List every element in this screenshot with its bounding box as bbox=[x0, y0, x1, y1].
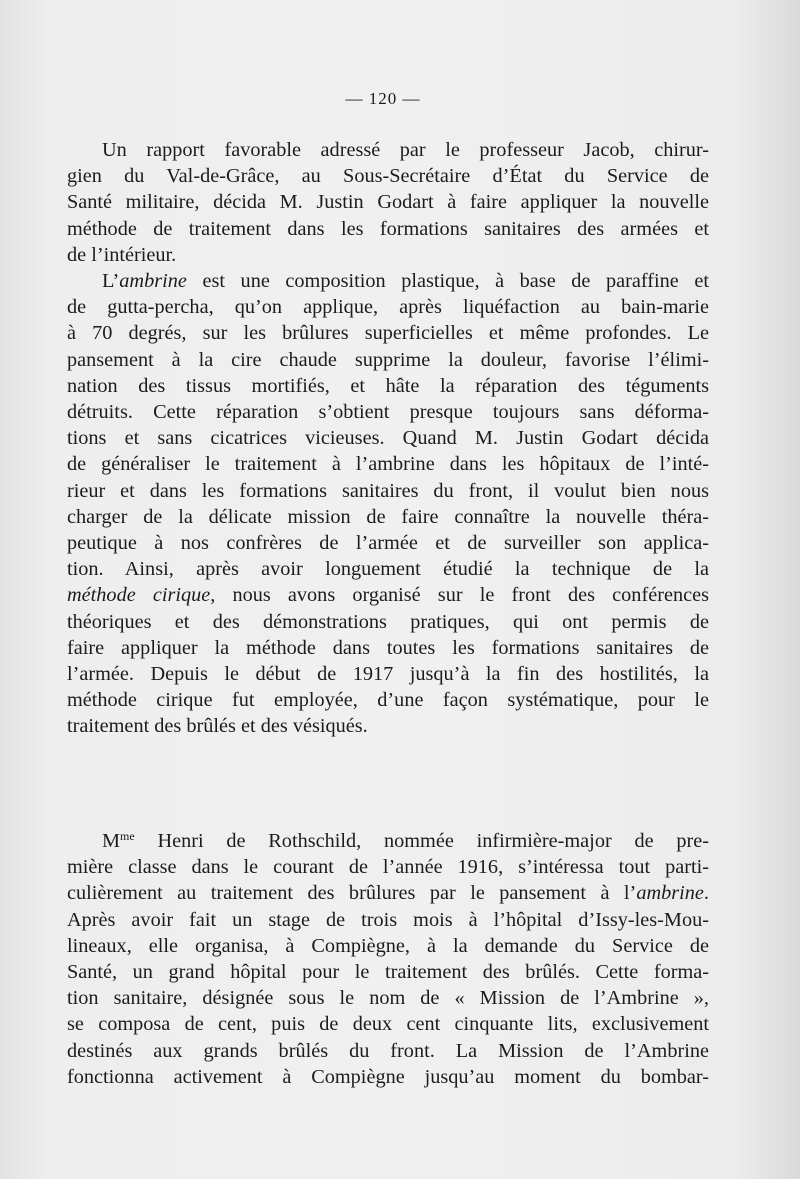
text-line: mière classe dans le courant de l’année 1916, s’intéressa tout parti- bbox=[67, 856, 709, 879]
text-line: de gutta-percha, qu’on applique, après liquéfaction au bain-marie bbox=[67, 296, 709, 319]
italic-term: ambrine bbox=[636, 882, 704, 905]
text-fragment: . bbox=[703, 882, 709, 905]
text-line: Un rapport favorable adressé par le professeur Jacob, chirur- bbox=[102, 139, 709, 161]
text-line bbox=[67, 880, 709, 906]
text-line: tions et sans cicatrices vicieuses. Quand M. Justin Godart décida bbox=[67, 427, 709, 450]
text-line: tion sanitaire, désignée sous le nom de « Mission de l’Ambrine », bbox=[67, 987, 709, 1010]
paragraph-rothschild bbox=[67, 828, 709, 1090]
text-fragment: Henri de Rothschild, nommée infirmière-major de pre- bbox=[134, 830, 709, 852]
text-line: rieur et dans les formations sanitaires du front, il voulut bien nous bbox=[67, 479, 709, 502]
italic-term: ambrine bbox=[119, 270, 187, 293]
text-line: fonctionna activement à Compiègne jusqu’au moment du bombar- bbox=[67, 1065, 709, 1088]
text-line: méthode de traitement dans les formations sanitaires des armées et bbox=[67, 217, 709, 240]
text-line: l’armée. Depuis le début de 1917 jusqu’à la fin des hostilités, la bbox=[67, 663, 709, 686]
text-line: lineaux, elle organisa, à Compiègne, à la demande du Service de bbox=[67, 934, 709, 957]
paragraph-ambrine bbox=[67, 268, 709, 740]
text-fragment: est une composition plastique, à base de paraffine et bbox=[186, 270, 709, 293]
text-line: destinés aux grands brûlés du front. La Mission de l’Ambrine bbox=[67, 1039, 709, 1062]
text-line: de généraliser le traitement à l’ambrine dans les hôpitaux de l’inté- bbox=[67, 453, 709, 476]
text-line: peutique à nos confrères de l’armée et de surveiller son applica- bbox=[67, 532, 709, 555]
text-line: à 70 degrés, sur les brûlures superficielles et même profondes. Le bbox=[67, 322, 709, 345]
text-line: se composa de cent, puis de deux cent cinquante lits, exclusivement bbox=[67, 1013, 709, 1036]
page-number: — 120 — bbox=[345, 89, 421, 108]
text-line bbox=[67, 828, 709, 854]
text-block-lower bbox=[67, 828, 709, 1090]
italic-term: méthode cirique bbox=[67, 584, 211, 607]
paragraph-rapport bbox=[67, 137, 709, 268]
text-line: théoriques et des démonstrations pratiques, qui ont permis de bbox=[67, 610, 709, 633]
text-line: Après avoir fait un stage de trois mois à l’hôpital d’Issy-les-Mou- bbox=[67, 908, 709, 931]
text-line: Santé militaire, décida M. Justin Godart à faire appliquer la nouvelle bbox=[67, 191, 709, 214]
text-line bbox=[67, 582, 709, 608]
text-line: faire appliquer la méthode dans toutes les formations sanitaires de bbox=[67, 636, 709, 659]
text-fragment: L’ bbox=[102, 270, 120, 293]
text-fragment: M bbox=[102, 830, 121, 852]
text-line: tion. Ainsi, après avoir longuement étudié la technique de la bbox=[67, 558, 709, 581]
text-block-upper bbox=[67, 137, 709, 740]
text-fragment: culièrement au traitement des brûlures par le pansement à l’ bbox=[67, 882, 637, 905]
text-line: Santé, un grand hôpital pour le traitement des brûlés. Cette forma- bbox=[67, 961, 709, 984]
text-line: méthode cirique fut employée, d’une façon systématique, pour le bbox=[67, 689, 709, 712]
text-fragment: , nous avons organisé sur le front des conférences bbox=[210, 584, 709, 607]
text-line: gien du Val-de-Grâce, au Sous-Secrétaire d’État du Service de bbox=[67, 165, 709, 188]
text-line: pansement à la cire chaude supprime la douleur, favorise l’élimi- bbox=[67, 348, 709, 371]
text-line: charger de la délicate mission de faire connaître la nouvelle théra- bbox=[67, 505, 709, 528]
text-line: détruits. Cette réparation s’obtient presque toujours sans déforma- bbox=[67, 401, 709, 424]
text-line: nation des tissus mortifiés, et hâte la réparation des téguments bbox=[67, 374, 709, 397]
text-line bbox=[67, 268, 709, 294]
text-line: de l’intérieur. bbox=[67, 243, 177, 266]
superscript: me bbox=[120, 829, 135, 843]
text-line: traitement des brûlés et des vésiqués. bbox=[67, 715, 368, 738]
